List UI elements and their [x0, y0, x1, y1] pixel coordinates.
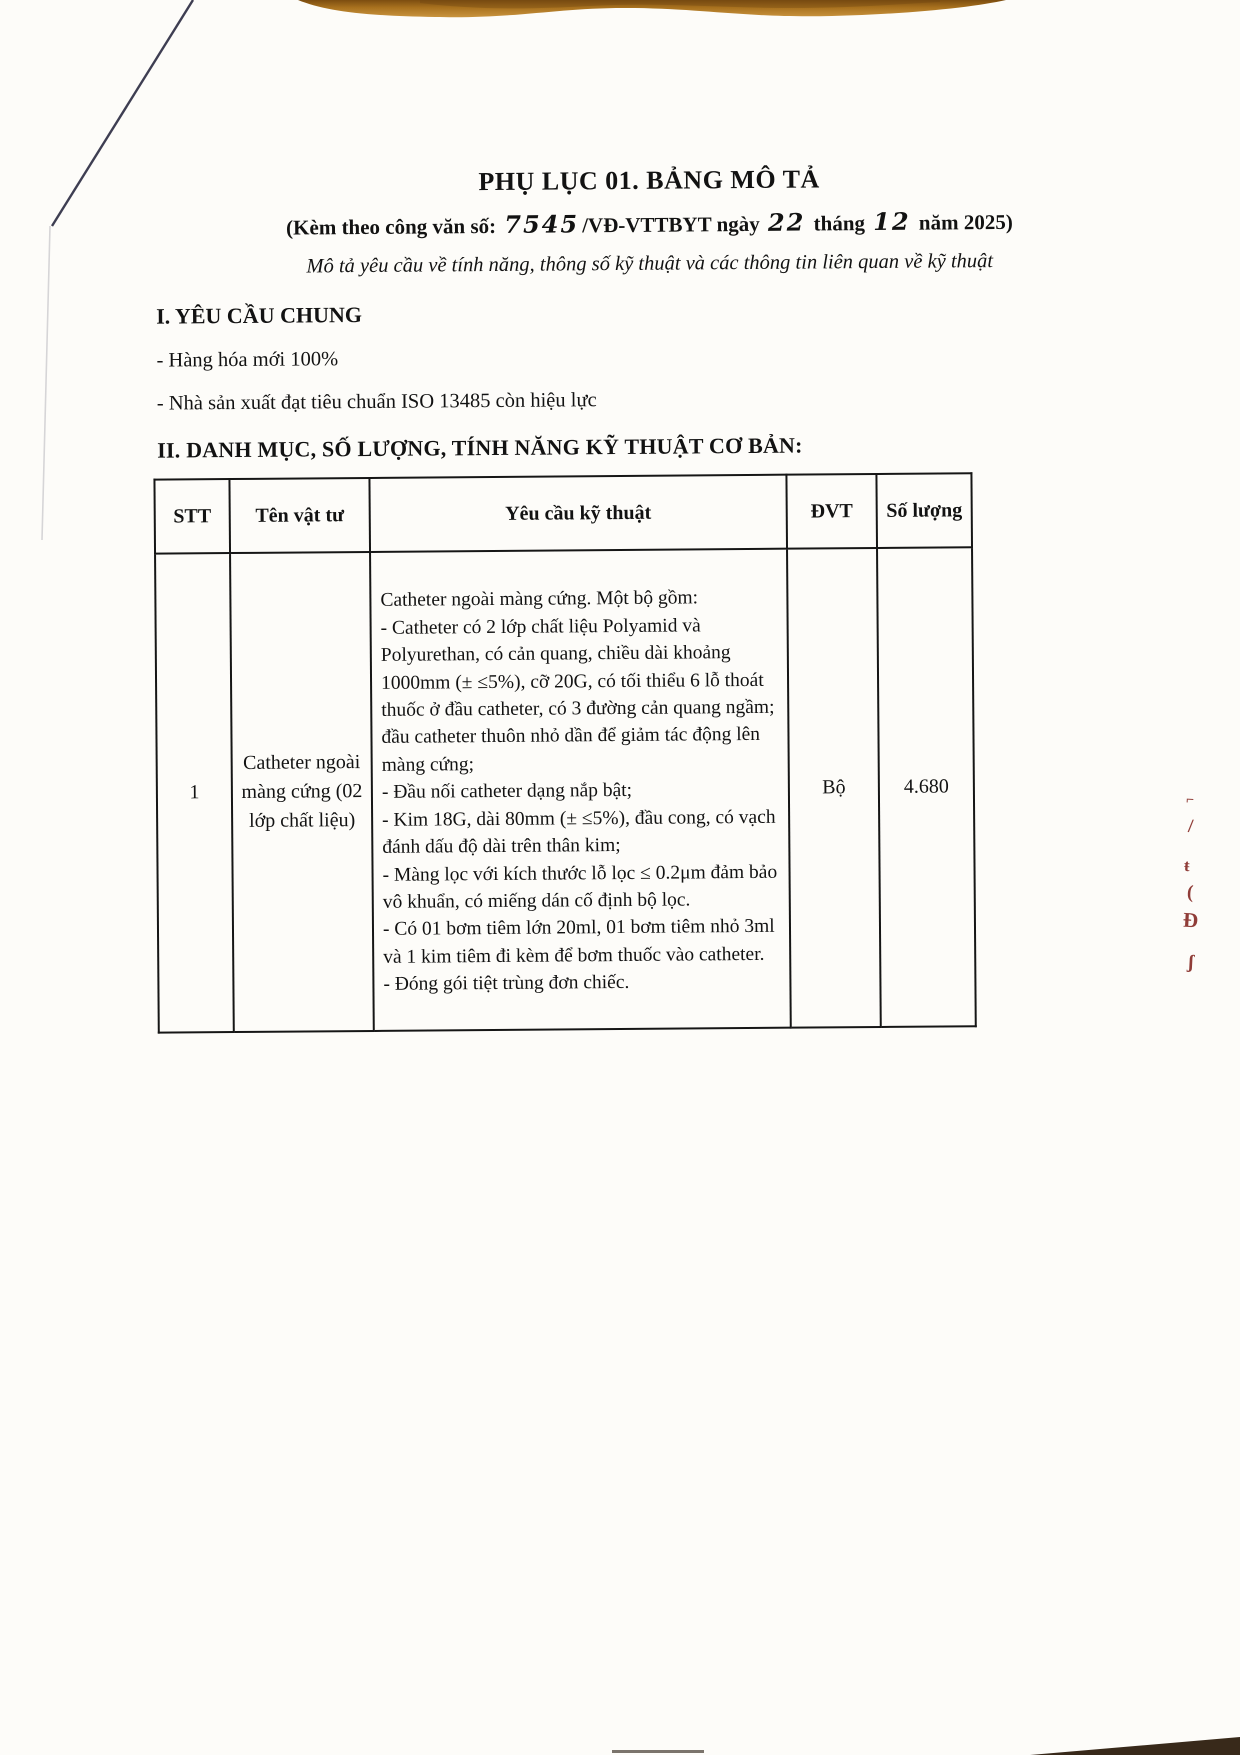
header-ten-vat-tu: Tên vật tư — [229, 478, 370, 553]
technical-spec-text: Catheter ngoài màng cứng. Một bộ gồm: - Catheter có 2 lớp chất liệu Polyamid và Polyurethan, có cản quang, chiều dài khoảng 1000mm (± ≤5%), cỡ 20G, có tối thiểu 6 lỗ thoát thuốc ở đầu catheter, có 3 đường cản quang ngầm; đầu catheter thuôn nhỏ dần để giảm tác động lên màng cứng; - Đầu nối catheter dạng nắp bật; - Kim 18G, dài 80mm (± ≤5%), đầu cong, có vạch đánh dấu độ dài trên thân kim; - Màng lọc với kích thước lỗ lọc ≤ 0.2μm đảm bảo vô khuẩn, có miếng dán cố định bộ lọc. - Có 01 bơm tiêm lớn 20ml, 01 bơm tiêm nhỏ 3ml và 1 kim tiêm đi kèm để bơm thuốc vào catheter. - Đóng gói tiệt trùng đơn chiếc. — [380, 587, 778, 996]
spec-table-header — [154, 473, 972, 553]
header-dvt: ĐVT — [786, 474, 877, 549]
margin-mark: ( — [1186, 881, 1194, 904]
margin-mark: ⌐ — [1185, 792, 1195, 809]
margin-annotation-marks — [1180, 0, 1220, 1000]
handwritten-day: 22 — [767, 207, 806, 237]
table-row — [155, 547, 976, 1032]
cell-quantity: 4.680 — [877, 547, 976, 1027]
subtitle-mid1: /VĐ-VTTBYT ngày — [582, 211, 766, 238]
section-1-item: - Nhà sản xuất đạt tiêu chuẩn ISO 13485 còn hiệu lực — [156, 389, 597, 415]
section-2-heading: II. DANH MỤC, SỐ LƯỢNG, TÍNH NĂNG KỸ THUẬT CƠ BẢN: — [157, 432, 803, 463]
subtitle-suffix: năm 2025) — [913, 209, 1013, 235]
handwritten-doc-number: 7545 — [504, 209, 580, 239]
margin-mark: ʃ — [1187, 951, 1195, 974]
subtitle-prefix: (Kèm theo công văn số: — [286, 213, 502, 240]
bottom-scan-wedge — [1030, 1737, 1240, 1755]
spec-table — [153, 472, 976, 1033]
subtitle-mid2: tháng — [808, 211, 871, 236]
cell-stt: 1 — [155, 553, 234, 1033]
header-row — [154, 473, 972, 553]
spec-table-body — [155, 547, 976, 1032]
bottom-scan-dash — [612, 1750, 704, 1753]
document-title: PHỤ LỤC 01. BẢNG MÔ TẢ — [478, 164, 820, 197]
cell-technical-spec — [370, 549, 791, 1031]
handwritten-month: 12 — [873, 206, 911, 237]
header-stt: STT — [154, 479, 230, 554]
margin-mark: ŧ — [1183, 855, 1191, 876]
cell-unit: Bộ — [787, 548, 881, 1028]
document-subtitle — [155, 205, 1143, 242]
description-line: Mô tả yêu cầu về tính năng, thông số kỹ thuật và các thông tin liên quan về kỹ thuật — [306, 250, 994, 278]
header-yeu-cau-ky-thuat: Yêu cầu kỹ thuật — [369, 475, 787, 552]
cell-item-name: Catheter ngoài màng cứng (02 lớp chất liệu) — [230, 552, 374, 1032]
header-so-luong: Số lượng — [876, 473, 972, 548]
margin-mark: Đ — [1182, 907, 1199, 933]
margin-mark: / — [1187, 815, 1194, 838]
section-1-heading: I. YÊU CẦU CHUNG — [156, 302, 363, 329]
section-1-item: - Hàng hóa mới 100% — [156, 348, 339, 372]
